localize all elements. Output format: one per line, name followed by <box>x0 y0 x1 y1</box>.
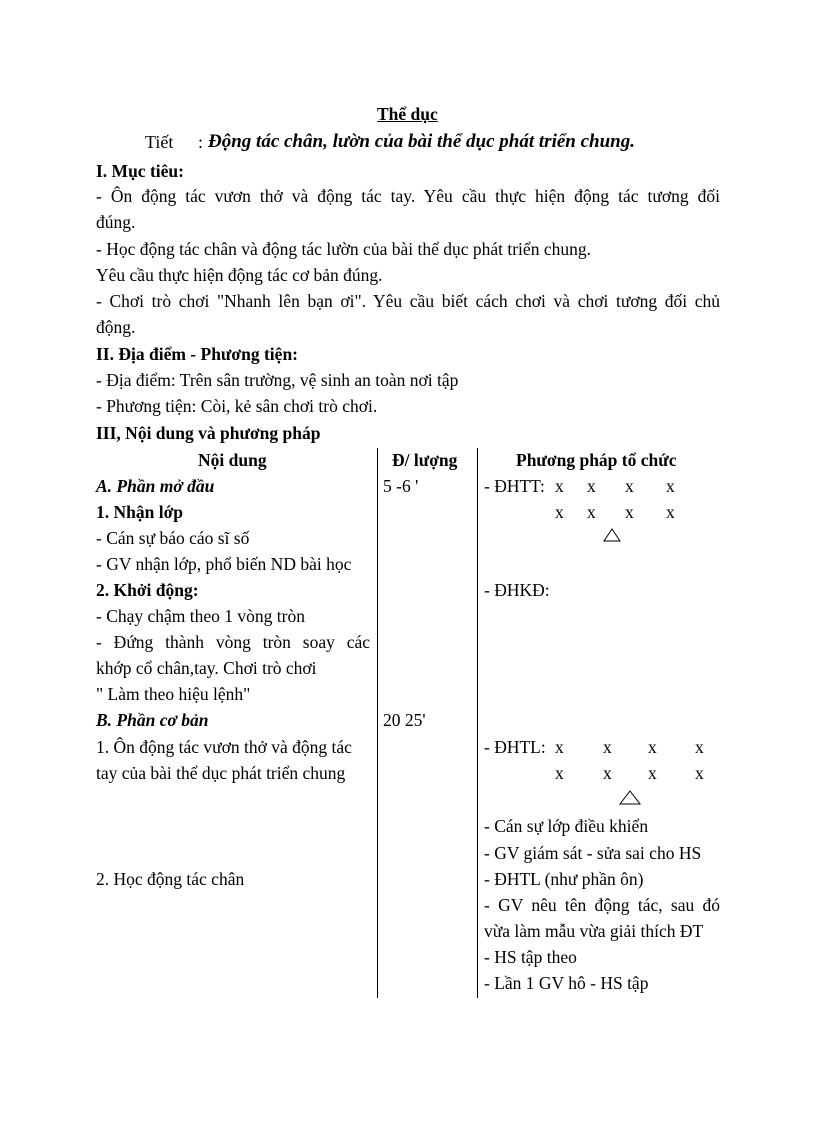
method-line: - Cán sự lớp điều khiển <box>484 816 649 836</box>
part-a-heading: A. Phần mở đầu <box>96 476 215 496</box>
table-divider <box>477 448 478 998</box>
objective-line: động. <box>96 317 136 337</box>
student-mark: x <box>587 476 596 496</box>
part-b-heading: B. Phần cơ bản <box>96 710 209 730</box>
formation-label: - ĐHTL: <box>484 737 546 757</box>
student-mark: x <box>695 737 704 757</box>
item-heading: 2. Khởi động: <box>96 580 199 600</box>
student-mark: x <box>695 763 704 783</box>
formation-label: - ĐHKĐ: <box>484 580 550 600</box>
method-line: - GV giám sát - sửa sai cho HS <box>484 843 702 863</box>
objective-line: Yêu cầu thực hiện động tác cơ bản đúng. <box>96 265 383 285</box>
student-mark: x <box>587 502 596 522</box>
section-objectives-heading: I. Mục tiêu: <box>96 161 184 181</box>
item-heading: 1. Nhận lớp <box>96 502 184 522</box>
part-b-time: 20 25' <box>383 710 426 730</box>
table-divider <box>377 448 378 998</box>
method-line: - GV nêu tên động tác, sau đó <box>484 895 720 915</box>
objective-line: - Ôn động tác vươn thở và động tác tay. Yêu cầu thực hiện động tác tương đối <box>96 186 720 206</box>
objective-line: - Chơi trò chơi "Nhanh lên bạn ơi". Yêu cầu biết cách chơi và chơi tương đối chủ <box>96 291 720 311</box>
section-location-heading: II. Địa điểm - Phương tiện: <box>96 344 299 364</box>
equipment-line: - Phương tiện: Còi, kẻ sân chơi trò chơi. <box>96 396 378 416</box>
item-line: 2. Học động tác chân <box>96 869 245 889</box>
student-mark: x <box>555 763 564 783</box>
formation-label: - ĐHTT: <box>484 476 545 496</box>
student-mark: x <box>648 763 657 783</box>
location-line: - Địa điểm: Trên sân trường, vệ sinh an toàn nơi tập <box>96 370 459 390</box>
student-mark: x <box>648 737 657 757</box>
method-line: - ĐHTL (như phần ôn) <box>484 869 644 889</box>
page-title: Thể dục <box>377 104 438 124</box>
col-header-amount: Đ/ lượng <box>392 450 458 470</box>
item-line: " Làm theo hiệu lệnh" <box>96 684 251 704</box>
col-header-content: Nội dung <box>198 450 267 470</box>
student-mark: x <box>625 476 634 496</box>
method-line: vừa làm mẫu vừa giải thích ĐT <box>484 921 704 941</box>
student-mark: x <box>555 476 564 496</box>
method-line: - HS tập theo <box>484 947 577 967</box>
item-line: 1. Ôn động tác vươn thở và động tác <box>96 737 352 757</box>
lesson-prefix: Tiết <box>145 132 174 152</box>
part-a-time: 5 -6 ' <box>383 476 419 496</box>
lesson-title: Động tác chân, lườn của bài thể dục phát triển chung. <box>208 131 635 152</box>
item-line: - GV nhận lớp, phổ biến ND bài học <box>96 554 352 574</box>
item-line: tay của bài thể dục phát triển chung <box>96 763 346 783</box>
method-line: - Lần 1 GV hô - HS tập <box>484 973 649 993</box>
student-mark: x <box>555 737 564 757</box>
section-content-heading: III, Nội dung và phương pháp <box>96 423 321 443</box>
item-line: khớp cổ chân,tay. Chơi trò chơi <box>96 658 317 678</box>
item-line: - Chạy chậm theo 1 vòng tròn <box>96 606 305 626</box>
student-mark: x <box>625 502 634 522</box>
lesson-colon: : <box>198 132 204 152</box>
student-mark: x <box>603 763 612 783</box>
col-header-method: Phương pháp tổ chức <box>516 450 677 470</box>
student-mark: x <box>555 502 564 522</box>
item-line: - Cán sự báo cáo sĩ số <box>96 528 250 548</box>
student-mark: x <box>666 476 675 496</box>
student-mark: x <box>603 737 612 757</box>
objective-line: đúng. <box>96 212 136 232</box>
item-line: - Đứng thành vòng tròn soay các <box>96 632 370 652</box>
student-mark: x <box>666 502 675 522</box>
objective-line: - Học động tác chân và động tác lườn của bài thể dục phát triển chung. <box>96 239 591 259</box>
